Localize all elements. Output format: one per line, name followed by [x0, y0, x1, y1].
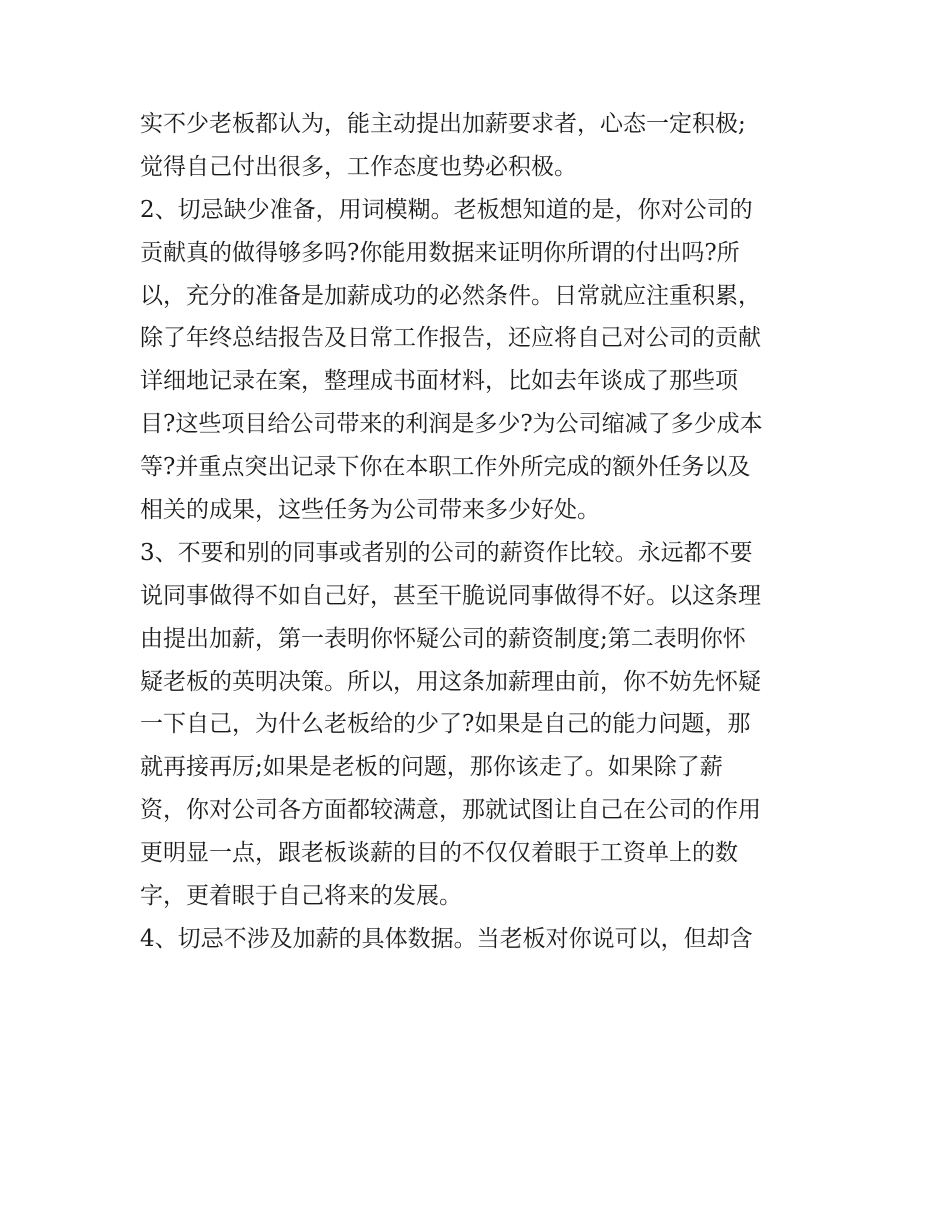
- text-line: 贡献真的做得够多吗?你能用数据来证明你所谓的付出吗?所: [140, 239, 740, 266]
- text-line: 疑老板的英明决策。所以，用这条加薪理由前，你不妨先怀疑: [140, 668, 761, 695]
- text-line: 就再接再厉;如果是老板的问题，那你该走了。如果除了薪: [140, 754, 723, 781]
- text-line: 以，充分的准备是加薪成功的必然条件。日常就应注重积累，: [140, 282, 761, 309]
- text-line: 由提出加薪，第一表明你怀疑公司的薪资制度;第二表明你怀: [140, 625, 746, 652]
- text-line: 详细地记录在案，整理成书面材料，比如去年谈成了那些项: [140, 368, 738, 395]
- text-line: 4、切忌不涉及加薪的具体数据。当老板对你说可以，但却含: [140, 925, 753, 952]
- text-line: 说同事做得不如自己好，甚至干脆说同事做得不好。以这条理: [140, 582, 761, 609]
- text-line: 2、切忌缺少准备，用词模糊。老板想知道的是，你对公司的: [140, 196, 753, 223]
- text-line: 更明显一点，跟老板谈薪的目的不仅仅着眼于工资单上的数: [140, 840, 738, 867]
- text-line: 除了年终总结报告及日常工作报告，还应将自己对公司的贡献: [140, 325, 761, 352]
- text-line: 字，更着眼于自己将来的发展。: [140, 883, 462, 910]
- text-line: 目?这些项目给公司带来的利润是多少?为公司缩减了多少成本: [140, 411, 763, 438]
- text-line: 一下自己，为什么老板给的少了?如果是自己的能力问题，那: [140, 711, 751, 738]
- text-line: 等?并重点突出记录下你在本职工作外所完成的额外任务以及: [140, 454, 751, 481]
- text-line: 觉得自己付出很多，工作态度也势必积极。: [140, 153, 577, 180]
- body-text: [140, 103, 820, 961]
- text-line: 3、不要和别的同事或者别的公司的薪资作比较。永远都不要: [140, 539, 753, 566]
- text-line: 资，你对公司各方面都较满意，那就试图让自己在公司的作用: [140, 797, 761, 824]
- text-line: 相关的成果，这些任务为公司带来多少好处。: [140, 497, 600, 524]
- text-line: 实不少老板都认为，能主动提出加薪要求者，心态一定积极;: [140, 111, 746, 137]
